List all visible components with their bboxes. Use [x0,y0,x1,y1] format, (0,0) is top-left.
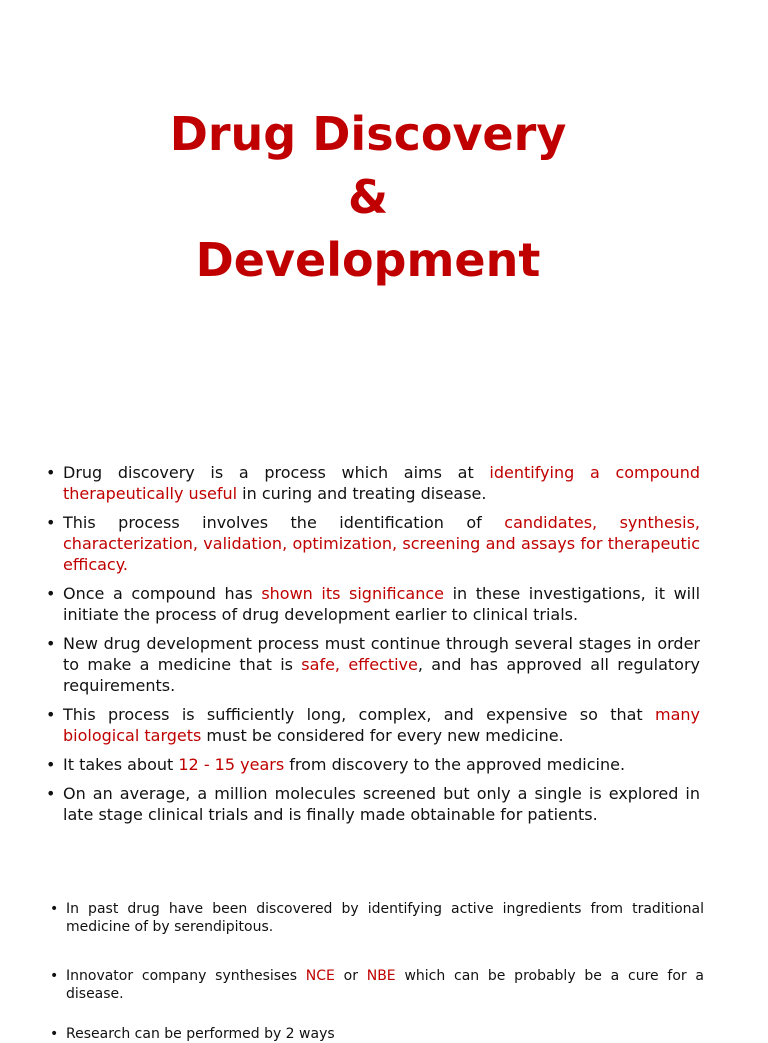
bullet-item: • This process is sufficiently long, complex, and expensive so that many biological targets must be considered for every new medicine. [46,704,700,746]
secondary-bullet-item: • In past drug have been discovered by identifying active ingredients from traditional medicine of by serendipitous. [50,900,704,936]
title-line-2: & [347,170,389,224]
bullet-item: • New drug development process must continue through several stages in order to make a medicine that is safe, effective, and has approved all regulatory requirements. [46,633,700,696]
title-line-3: Development [195,233,541,287]
slide-title [0,103,736,292]
bullet-item: • It takes about 12 - 15 years from discovery to the approved medicine. [46,754,700,775]
bullet-item: • Drug discovery is a process which aims at identifying a compound therapeutically useful in curing and treating disease. [46,462,700,504]
bullet-item: • Once a compound has shown its significance in these investigations, it will initiate the process of drug development earlier to clinical trials. [46,583,700,625]
bullet-item: • This process involves the identification of candidates, synthesis, characterization, validation, optimization, screening and assays for therapeutic efficacy. [46,512,700,575]
bullet-list [46,462,700,833]
bullet-item: • On an average, a million molecules screened but only a single is explored in late stage clinical trials and is finally made obtainable for patients. [46,783,700,825]
secondary-bullet-list [50,900,704,1043]
title-line-1: Drug Discovery [169,107,567,161]
secondary-bullet-item: • Innovator company synthesises NCE or NBE which can be probably be a cure for a disease. [50,967,704,1003]
secondary-bullet-item: • Research can be performed by 2 ways [50,1025,704,1043]
